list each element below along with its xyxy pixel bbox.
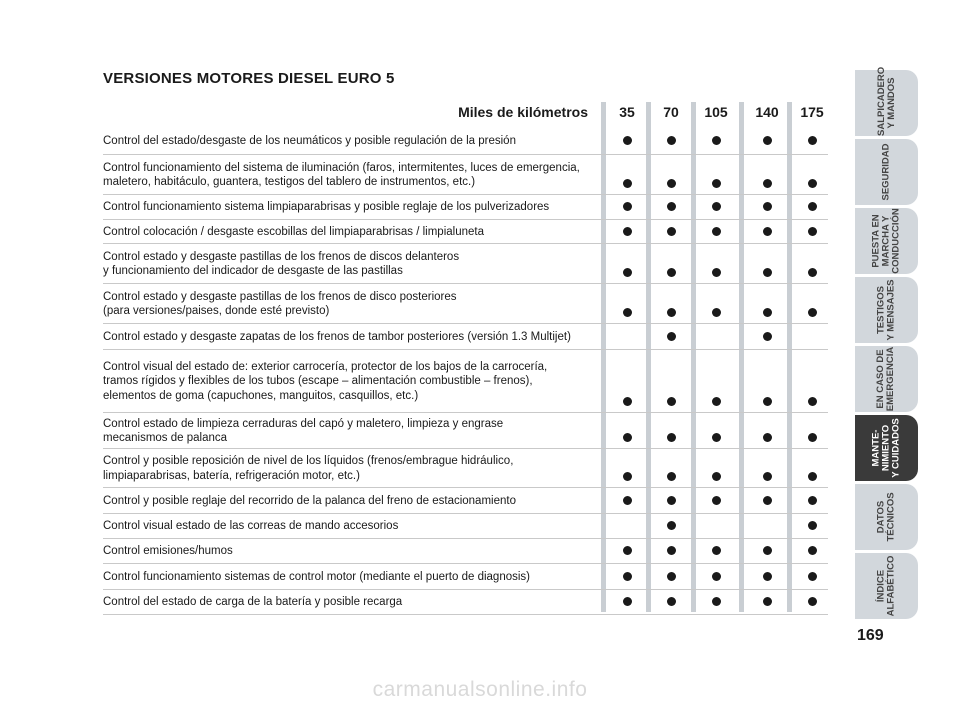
- service-dot: [712, 597, 721, 606]
- service-dot: [808, 397, 817, 406]
- service-dot: [623, 496, 632, 505]
- service-dot: [712, 496, 721, 505]
- page-title: VERSIONES MOTORES DIESEL EURO 5: [103, 70, 395, 87]
- chapter-tab[interactable]: [855, 66, 918, 136]
- table-row: [103, 220, 828, 244]
- task-description: Control visual estado de las correas de mando accesorios: [103, 520, 399, 533]
- task-description: Control del estado/desgaste de los neumáticos y posible regulación de la presión: [103, 135, 516, 148]
- table-row: [103, 539, 828, 564]
- service-dot: [808, 227, 817, 236]
- service-dot: [667, 202, 676, 211]
- service-dot: [623, 202, 632, 211]
- service-dot: [763, 179, 772, 188]
- task-description: Control emisiones/humos: [103, 545, 233, 558]
- service-dot: [712, 202, 721, 211]
- chapter-tab-label: SALPICADERO Y MANDOS: [875, 66, 897, 136]
- service-dot: [623, 136, 632, 145]
- service-dot: [623, 397, 632, 406]
- service-dot: [763, 308, 772, 317]
- service-dot: [667, 433, 676, 442]
- chapter-tab-label: EN CASO DE EMERGENCIA: [875, 346, 897, 412]
- service-dot: [808, 268, 817, 277]
- service-dot: [763, 546, 772, 555]
- service-dot: [623, 179, 632, 188]
- table-row: [103, 155, 828, 195]
- mileage-col-175: 175: [800, 104, 824, 120]
- chapter-tab-label: SEGURIDAD: [880, 143, 892, 201]
- service-dot: [808, 597, 817, 606]
- service-dot: [623, 546, 632, 555]
- service-dot: [667, 268, 676, 277]
- service-dot: [808, 521, 817, 530]
- service-dot: [763, 202, 772, 211]
- chapter-tab[interactable]: [855, 139, 918, 205]
- service-dot: [712, 472, 721, 481]
- task-description: Control funcionamiento sistemas de control motor (mediante el puerto de diagnosis): [103, 570, 530, 583]
- table-row: [103, 590, 828, 615]
- service-dot: [712, 546, 721, 555]
- table-row: [103, 488, 828, 514]
- service-dot: [808, 202, 817, 211]
- service-dot: [763, 136, 772, 145]
- table-row: [103, 449, 828, 488]
- chapter-tab[interactable]: [855, 484, 918, 550]
- task-description: Control funcionamiento del sistema de iluminación (faros, intermitentes, luces de emergencia, maletero, habitáculo, guantera, testigos del tablero de instrumentos, etc.): [103, 161, 580, 188]
- service-dot: [712, 308, 721, 317]
- service-dot: [667, 597, 676, 606]
- task-description: Control funcionamiento sistema limpiaparabrisas y posible reglaje de los pulverizadores: [103, 201, 550, 214]
- service-dot: [623, 597, 632, 606]
- chapter-tab[interactable]: [855, 277, 918, 343]
- service-dot: [808, 546, 817, 555]
- service-dot: [712, 433, 721, 442]
- service-dot: [667, 136, 676, 145]
- service-dot: [623, 433, 632, 442]
- task-description: Control estado de limpieza cerraduras del capó y maletero, limpieza y engrase mecanismos de palanca: [103, 417, 504, 444]
- task-description: Control del estado de carga de la batería y posible recarga: [103, 596, 403, 609]
- service-dot: [712, 227, 721, 236]
- service-dot: [712, 179, 721, 188]
- table-row: [103, 128, 828, 155]
- service-dot: [808, 496, 817, 505]
- service-dot: [667, 332, 676, 341]
- service-dot: [623, 308, 632, 317]
- table-row: [103, 350, 828, 413]
- table-row: [103, 514, 828, 539]
- service-dot: [808, 308, 817, 317]
- service-dot: [667, 179, 676, 188]
- service-dot: [808, 472, 817, 481]
- page-number: 169: [857, 627, 884, 644]
- service-dot: [667, 546, 676, 555]
- chapter-tab[interactable]: [855, 553, 918, 619]
- table-row: [103, 244, 828, 284]
- service-dot: [667, 472, 676, 481]
- chapter-tab[interactable]: [855, 346, 918, 412]
- service-dot: [623, 472, 632, 481]
- chapter-tab-label: DATOS TÉCNICOS: [875, 492, 897, 542]
- task-description: Control estado y desgaste pastillas de los frenos de disco posteriores (para versiones/paises, donde esté previsto): [103, 290, 457, 317]
- task-description: Control y posible reposición de nivel de los líquidos (frenos/embrague hidráulico, limpiaparabrisas, batería, refrigeración motor, etc.): [103, 455, 514, 482]
- task-description: Control estado y desgaste zapatas de los frenos de tambor posteriores (versión 1.3 Multijet): [103, 330, 571, 343]
- service-dot: [808, 572, 817, 581]
- maintenance-table: [103, 128, 828, 615]
- table-row: [103, 195, 828, 220]
- chapter-tab-label: PUESTA EN MARCHA Y CONDUCCIÓN: [870, 208, 902, 274]
- chapter-tab-label: MANTE- NIMIENTO Y CUIDADOS: [870, 418, 902, 478]
- task-description: Control visual del estado de: exterior carrocería, protector de los bajos de la carrocería, tramos rígidos y flexibles de los tubos (escape – alimentación combustible – frenos), elementos de goma (capuchones, manguitos, casquillos, etc.): [103, 360, 548, 402]
- mileage-header: [103, 98, 828, 126]
- service-dot: [712, 397, 721, 406]
- chapter-tab[interactable]: [855, 415, 918, 481]
- service-dot: [623, 268, 632, 277]
- service-dot: [667, 397, 676, 406]
- watermark: carmanualsonline.info: [372, 678, 588, 701]
- mileage-col-105: 105: [704, 104, 728, 120]
- mileage-col-70: 70: [663, 104, 679, 120]
- service-dot: [667, 496, 676, 505]
- service-dot: [763, 597, 772, 606]
- service-dot: [667, 308, 676, 317]
- service-dot: [712, 572, 721, 581]
- service-dot: [623, 572, 632, 581]
- mileage-label: Miles de kilómetros: [458, 104, 588, 120]
- service-dot: [808, 433, 817, 442]
- chapter-tab-label: ÍNDICE ALFABÉTICO: [875, 555, 897, 617]
- table-row: [103, 564, 828, 590]
- task-description: Control estado y desgaste pastillas de los frenos de discos delanteros y funcionamiento del indicador de desgaste de las pastillas: [103, 250, 460, 277]
- service-dot: [623, 227, 632, 236]
- table-row: [103, 324, 828, 350]
- service-dot: [763, 227, 772, 236]
- service-dot: [667, 572, 676, 581]
- service-dot: [712, 136, 721, 145]
- mileage-col-35: 35: [619, 104, 635, 120]
- service-dot: [763, 472, 772, 481]
- chapter-tab-label: TESTIGOS Y MENSAJES: [875, 279, 897, 341]
- service-dot: [808, 136, 817, 145]
- table-row: [103, 284, 828, 324]
- service-dot: [712, 268, 721, 277]
- task-description: Control colocación / desgaste escobillas del limpiaparabrisas / limpialuneta: [103, 225, 484, 238]
- chapter-tab[interactable]: [855, 208, 918, 274]
- service-dot: [763, 433, 772, 442]
- service-dot: [763, 397, 772, 406]
- service-dot: [667, 521, 676, 530]
- mileage-col-140: 140: [755, 104, 779, 120]
- service-dot: [808, 179, 817, 188]
- task-description: Control y posible reglaje del recorrido de la palanca del freno de estacionamiento: [103, 494, 516, 507]
- table-row: [103, 413, 828, 449]
- service-dot: [763, 268, 772, 277]
- service-dot: [667, 227, 676, 236]
- service-dot: [763, 572, 772, 581]
- service-dot: [763, 332, 772, 341]
- service-dot: [763, 496, 772, 505]
